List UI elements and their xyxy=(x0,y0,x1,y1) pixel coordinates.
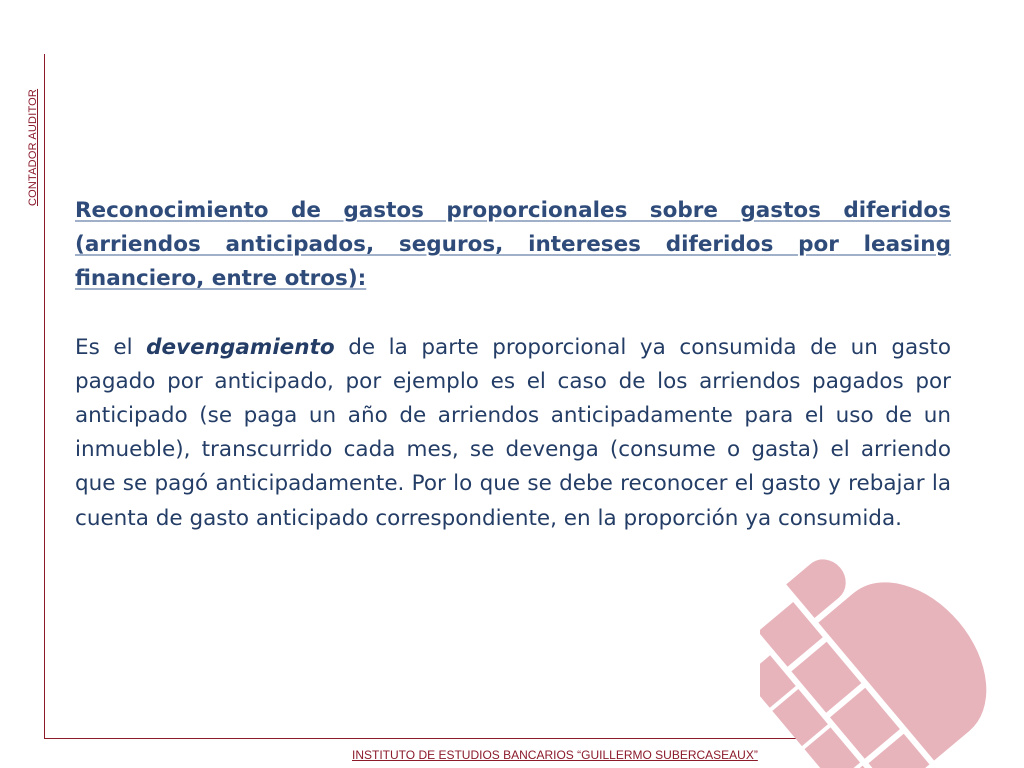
slide-body xyxy=(75,331,951,536)
slide-heading: Reconocimiento de gastos proporcionales sobre gastos diferidos (arriendos anticipados, seguros, intereses diferidos por leasing financiero, entre otros): xyxy=(75,198,951,292)
body-rest: de la parte proporcional ya consumida de un gasto pagado por anticipado, por ejemplo es el caso de los arriendos pagados por anticipado (se paga un año de arriendos anticipadamente para el uso de un inmueble), transcurrido cada mes, se devenga (consume o gasta) el arriendo que se pagó anticipadamente. Por lo que se debe reconocer el gasto y rebajar la cuenta de gasto anticipado correspondiente, en la proporción ya consumida. xyxy=(75,334,951,531)
side-label: CONTADOR AUDITOR xyxy=(27,88,39,206)
bottom-divider-line xyxy=(44,738,796,739)
slide-content xyxy=(75,194,951,536)
left-divider-line xyxy=(44,54,45,738)
footer-institution: INSTITUTO DE ESTUDIOS BANCARIOS “GUILLERMO SUBERCASEAUX” xyxy=(352,748,758,762)
institute-logo-icon xyxy=(760,530,1024,768)
body-intro: Es el xyxy=(75,334,147,360)
body-emphasis: devengamiento xyxy=(146,334,335,360)
